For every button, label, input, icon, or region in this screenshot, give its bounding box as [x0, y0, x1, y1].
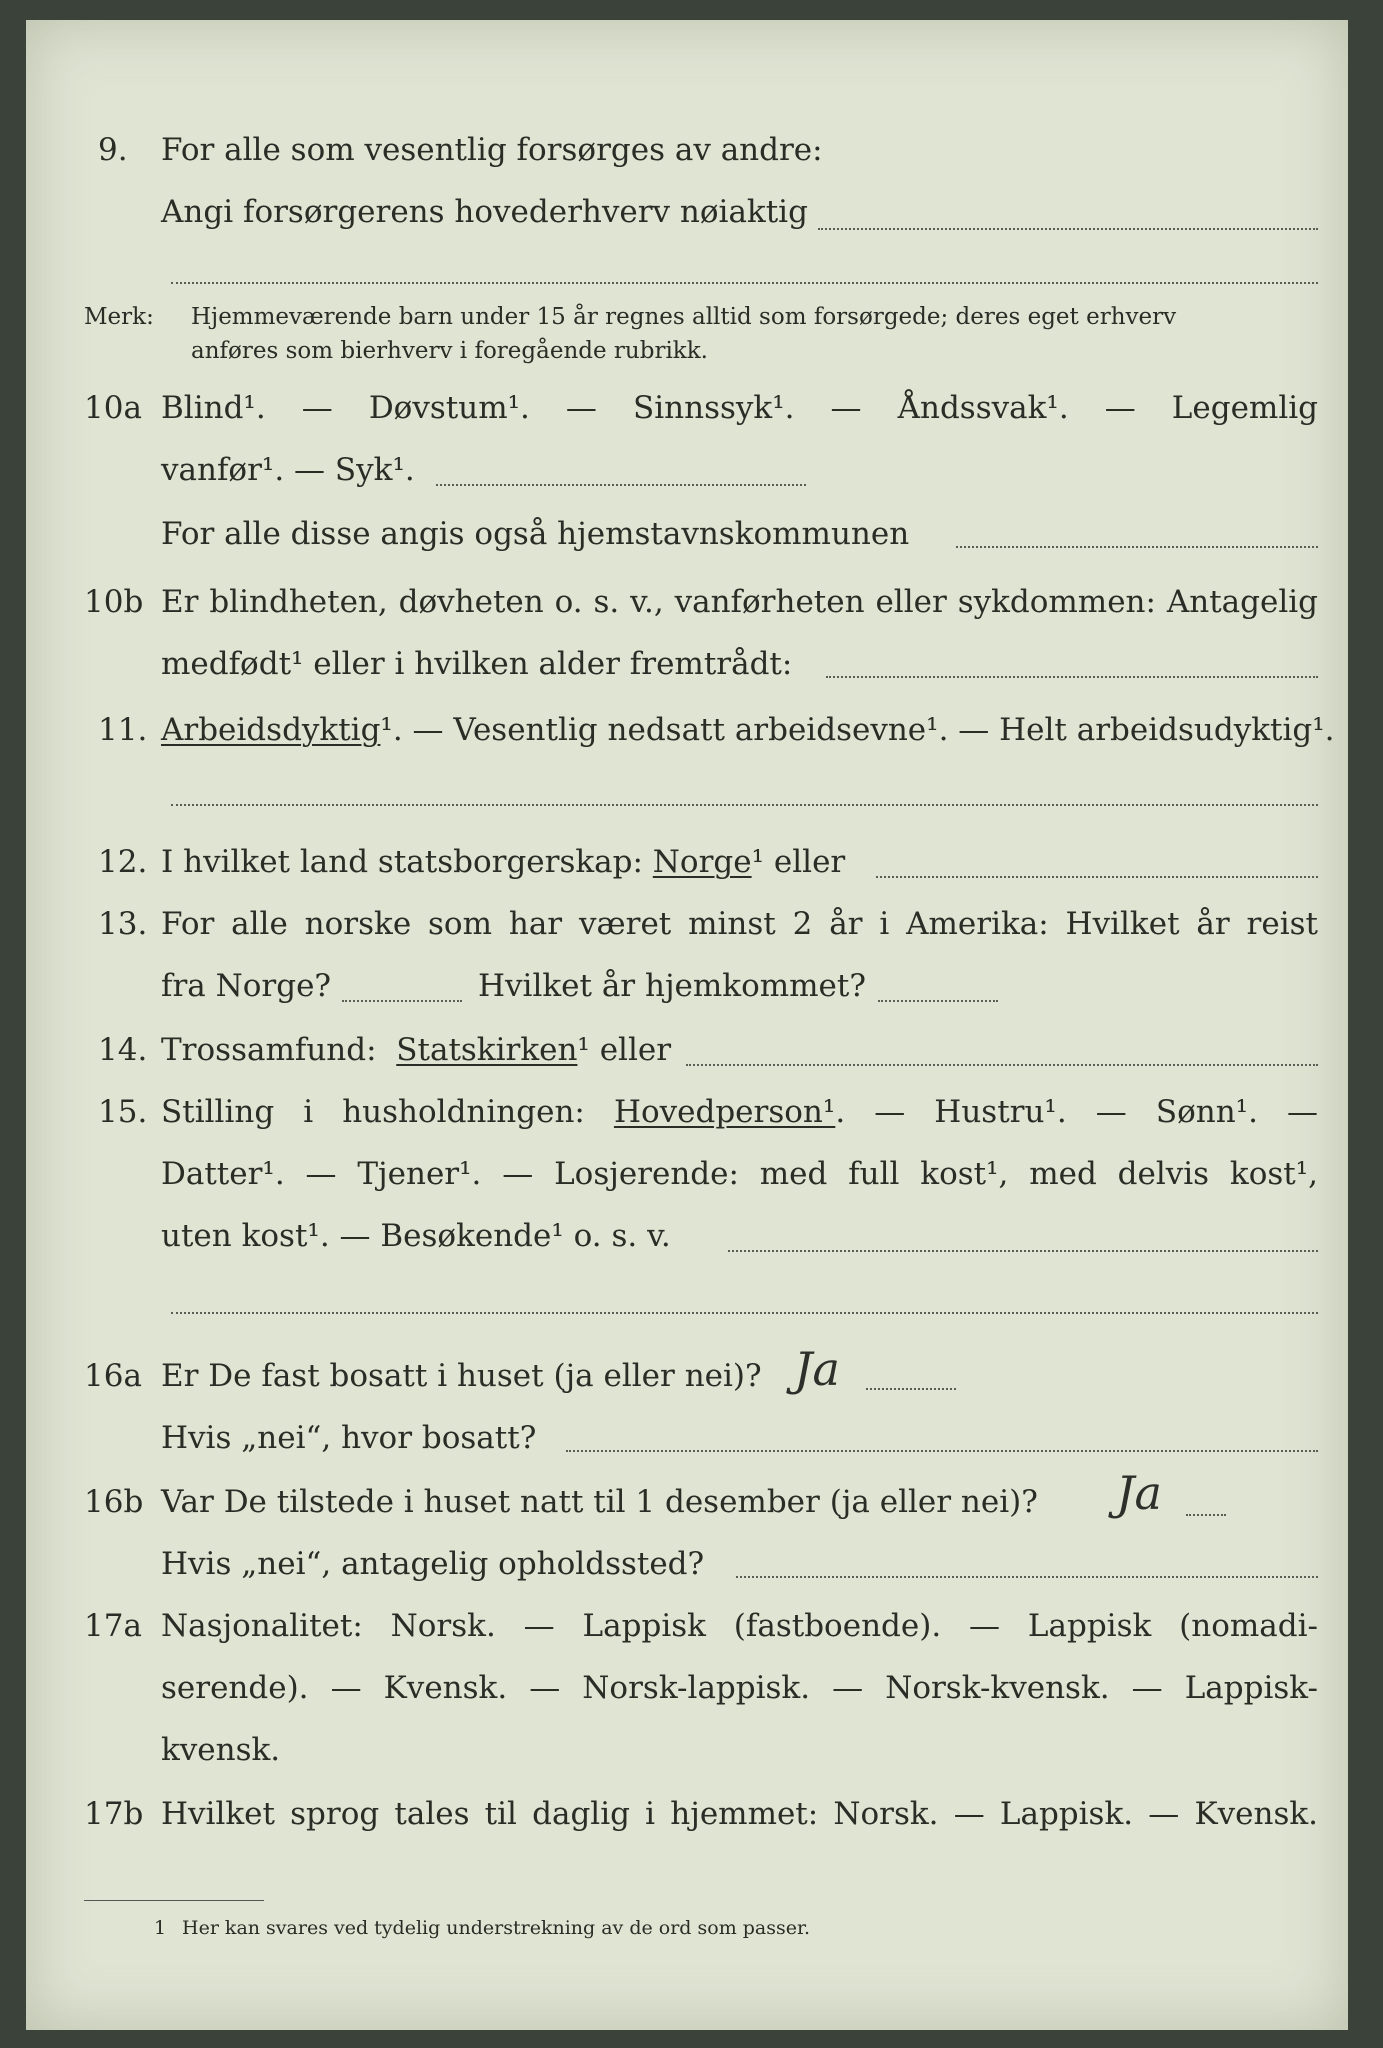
q13-text-2a: fra Norge?: [161, 968, 332, 1004]
q14-answer-line[interactable]: [686, 1064, 1318, 1066]
q13-text-2b: Hvilket år hjemkommet?: [478, 968, 866, 1004]
q9-text: For alle som vesentlig forsørges av andre:: [161, 132, 823, 168]
q16b-location-line[interactable]: [736, 1576, 1318, 1578]
q14-text: [161, 1030, 671, 1070]
q13-number: 13.: [98, 906, 148, 942]
q17b-text: Hvilket sprog tales til daglig i hjemmet: Norsk. — Lappisk. — Kvensk.: [161, 1796, 1318, 1832]
q15-rest: . — Hustru¹. — Sønn¹. —: [835, 1094, 1318, 1130]
q10a-text-2: vanfør¹. — Syk¹.: [161, 452, 415, 488]
q15-label: Stilling i husholdningen:: [161, 1094, 585, 1130]
q16b-number: 16b: [84, 1484, 144, 1520]
q10b-answer-line[interactable]: [826, 676, 1318, 678]
q11-underlined-option: Arbeidsdyktig: [161, 712, 381, 748]
q16a-number: 16a: [84, 1358, 142, 1394]
q12-answer-line[interactable]: [876, 876, 1318, 878]
q17a-text-3: kvensk.: [161, 1732, 281, 1768]
q13-left-year-line[interactable]: [342, 1000, 462, 1002]
q17a-text: Nasjonalitet: Norsk. — Lappisk (fastboende). — Lappisk (nomadi-: [161, 1608, 1318, 1644]
q16b-text-2: Hvis „nei“, antagelig opholdssted?: [161, 1546, 705, 1582]
q15-answer-line-2[interactable]: [171, 1312, 1318, 1314]
q15-underlined-option: Hovedperson¹: [613, 1094, 836, 1130]
q13-returned-year-line[interactable]: [878, 1000, 998, 1002]
footnote-mark: 1: [154, 1917, 167, 1939]
q10a-number: 10a: [84, 390, 142, 426]
q17a-number: 17a: [84, 1608, 142, 1644]
footnote-text: Her kan svares ved tydelig understrekning av de ord som passer.: [182, 1917, 811, 1939]
q12-text: [161, 842, 845, 882]
q12-underlined-option: Norge: [652, 844, 752, 880]
q15-answer-line[interactable]: [728, 1250, 1318, 1252]
q16a-handwritten-answer: Ja: [794, 1342, 840, 1396]
q12-label: I hvilket land statsborgerskap:: [161, 844, 643, 880]
q9-answer-line-2[interactable]: [171, 282, 1318, 284]
q16a-text: Er De fast bosatt i huset (ja eller nei)?: [161, 1358, 762, 1394]
q11-answer-line[interactable]: [171, 804, 1318, 806]
q10b-text: Er blindheten, døvheten o. s. v., vanførheten eller sykdommen: Antagelig: [161, 584, 1318, 620]
q12-number: 12.: [98, 844, 148, 880]
q16a-answer-line[interactable]: [866, 1388, 956, 1390]
q10a-answer-line[interactable]: [956, 546, 1318, 548]
q10b-text-2: medfødt¹ eller i hvilken alder fremtrådt:: [161, 646, 793, 682]
q16b-text: Var De tilstede i huset natt til 1 desember (ja eller nei)?: [161, 1484, 1038, 1520]
q10a-text-3: For alle disse angis også hjemstavnskommunen: [161, 516, 910, 552]
q10b-number: 10b: [84, 584, 144, 620]
q11-number: 11.: [98, 712, 148, 748]
q17a-text-2: serende). — Kvensk. — Norsk-lappisk. — Norsk-kvensk. — Lappisk-: [161, 1670, 1318, 1706]
merk-text-2: anføres som bierhverv i foregående rubrikk.: [191, 338, 708, 364]
q10a-sick-line[interactable]: [436, 484, 806, 486]
q11-text: [161, 710, 1335, 750]
merk-text: Hjemmeværende barn under 15 år regnes alltid som forsørgede; deres eget erhverv: [191, 304, 1177, 330]
q16a-residence-line[interactable]: [566, 1450, 1318, 1452]
q17b-number: 17b: [84, 1796, 144, 1832]
q16b-answer-line[interactable]: [1186, 1514, 1226, 1516]
q9-answer-line[interactable]: [818, 228, 1318, 230]
q13-text: For alle norske som har været minst 2 år i Amerika: Hvilket år reist: [161, 906, 1318, 942]
q15-text-3: uten kost¹. — Besøkende¹ o. s. v.: [161, 1218, 671, 1254]
q14-underlined-option: Statskirken: [396, 1032, 578, 1068]
q12-rest: ¹ eller: [751, 844, 846, 880]
footnote-rule: [84, 1900, 264, 1901]
q10a-text: Blind¹. — Døvstum¹. — Sinnssyk¹. — Åndssvak¹. — Legemlig: [161, 390, 1318, 426]
q16b-handwritten-answer: Ja: [1116, 1466, 1162, 1520]
q14-label: Trossamfund:: [161, 1032, 377, 1068]
q11-rest: ¹. — Vesentlig nedsatt arbeidsevne¹. — Helt arbeidsudyktig¹.: [380, 712, 1335, 748]
merk-label: Merk:: [84, 304, 154, 330]
q15-text: [161, 1092, 1318, 1132]
q16a-text-2: Hvis „nei“, hvor bosatt?: [161, 1420, 537, 1456]
q14-rest: ¹ eller: [577, 1032, 672, 1068]
q14-number: 14.: [98, 1032, 148, 1068]
q15-text-2: Datter¹. — Tjener¹. — Losjerende: med full kost¹, med delvis kost¹,: [161, 1156, 1318, 1192]
census-form-page: [26, 20, 1348, 2030]
q9-number: 9.: [98, 132, 128, 168]
q9-text-2: Angi forsørgerens hovederhverv nøiaktig: [161, 194, 808, 230]
q15-number: 15.: [98, 1094, 148, 1130]
